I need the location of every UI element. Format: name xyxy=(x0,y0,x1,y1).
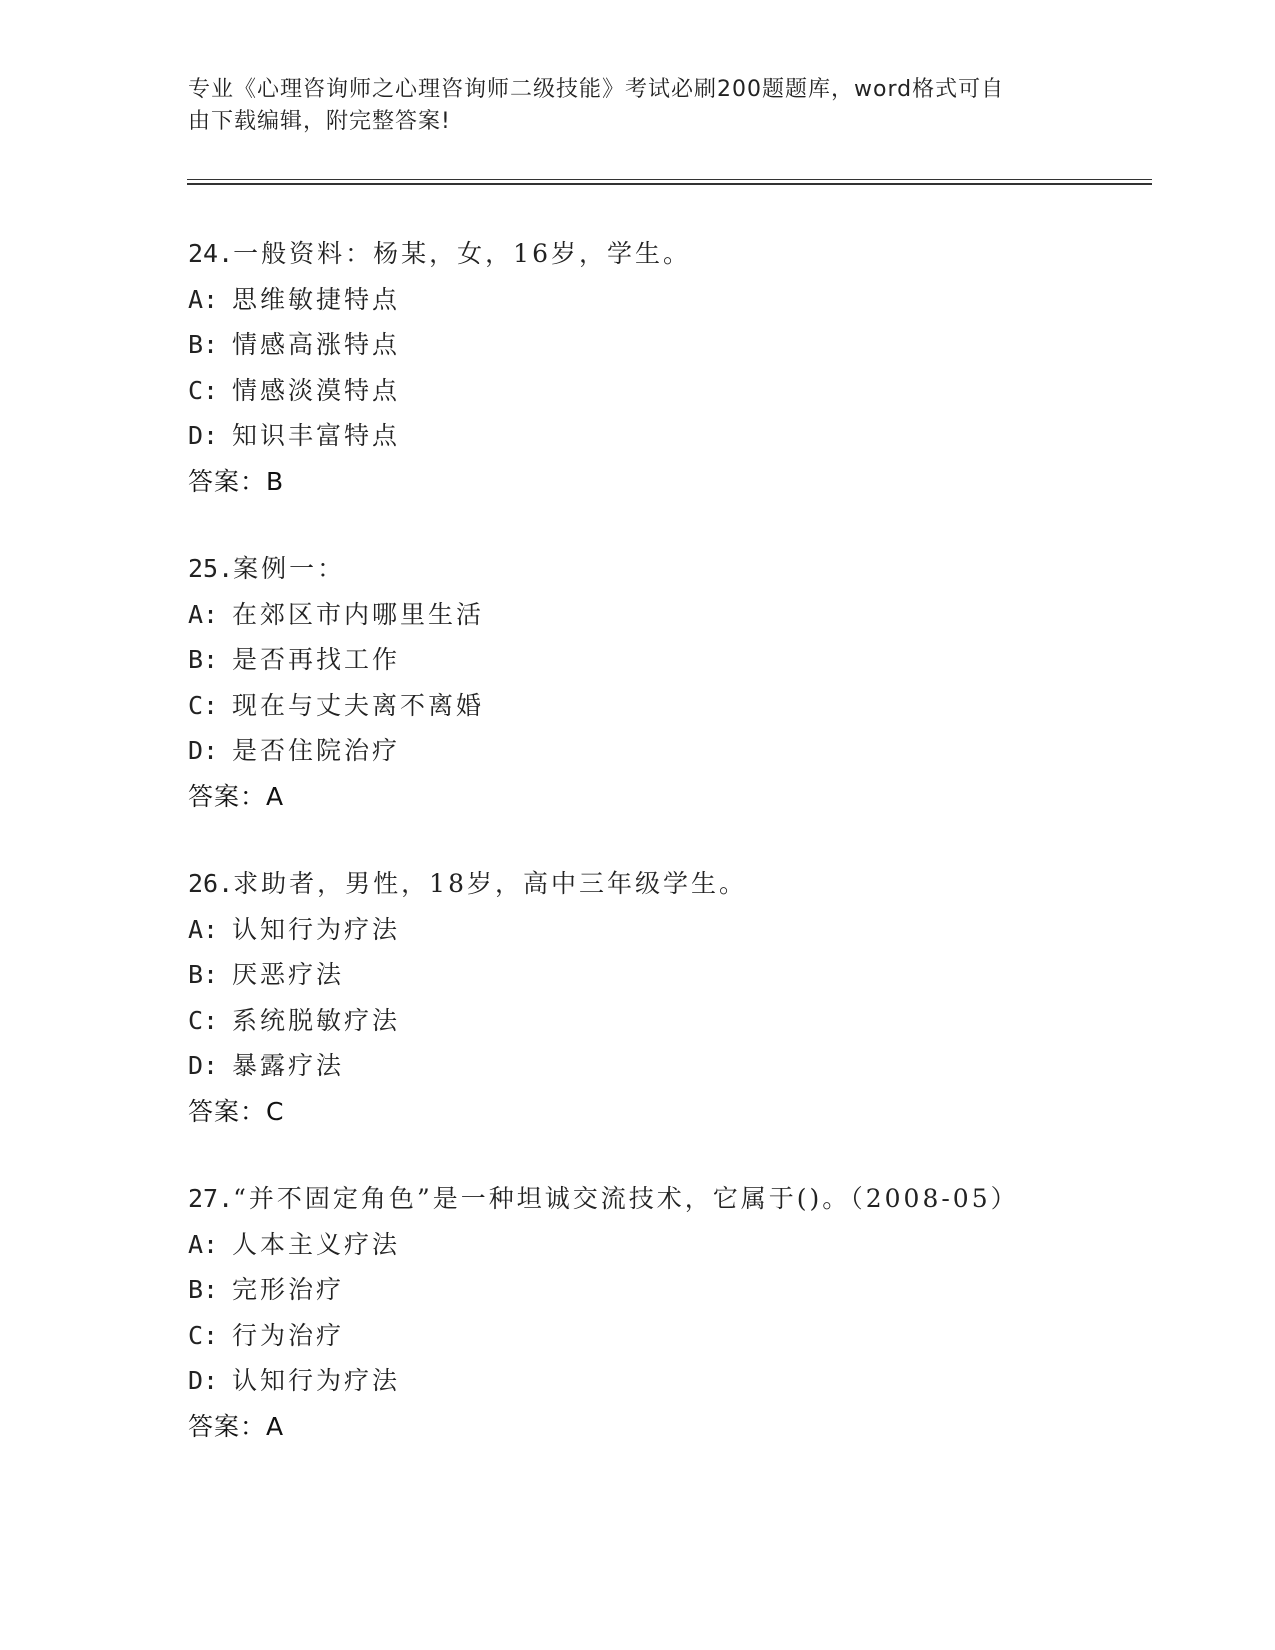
option-text: 人本主义疗法 xyxy=(232,1229,401,1259)
header-divider-thick xyxy=(187,183,1152,185)
option-b xyxy=(188,322,1148,368)
option-b xyxy=(188,1267,1148,1313)
option-key: B: xyxy=(188,330,219,359)
option-d xyxy=(188,1358,1148,1404)
option-key: A: xyxy=(188,1229,219,1259)
header-divider-thin xyxy=(187,179,1152,180)
option-text: 在郊区市内哪里生活 xyxy=(232,599,485,629)
question-number: 24. xyxy=(188,239,234,268)
option-key: C: xyxy=(188,375,219,405)
question-stem xyxy=(188,1176,1148,1222)
option-text: 情感高涨特点 xyxy=(232,330,401,359)
option-text: 现在与丈夫离不离婚 xyxy=(232,690,485,720)
option-text: 暴露疗法 xyxy=(232,1051,345,1080)
option-c xyxy=(188,998,1148,1044)
question-stem xyxy=(188,861,1148,907)
option-c xyxy=(188,683,1148,729)
option-text: 厌恶疗法 xyxy=(232,960,345,989)
option-text: 情感淡漠特点 xyxy=(232,375,401,405)
option-d xyxy=(188,1043,1148,1089)
question-stem xyxy=(188,231,1148,277)
question-number: 27. xyxy=(188,1184,234,1213)
question-text: 求助者，男性，18岁，高中三年级学生。 xyxy=(233,869,747,898)
document-header xyxy=(188,74,1078,138)
option-text: 是否住院治疗 xyxy=(232,736,401,765)
option-text: 认知行为疗法 xyxy=(232,914,401,944)
question-number: 26. xyxy=(188,869,234,898)
option-d xyxy=(188,728,1148,774)
option-key: D: xyxy=(188,736,219,765)
option-c xyxy=(188,368,1148,414)
option-key: A: xyxy=(188,284,219,314)
header-line-1: 专业《心理咨询师之心理咨询师二级技能》考试必刷200题题库，word格式可自 xyxy=(188,77,1005,102)
option-text: 知识丰富特点 xyxy=(232,421,401,450)
question-text: 案例一： xyxy=(233,554,346,583)
question-number: 25. xyxy=(188,554,234,583)
question-list xyxy=(188,231,1148,1491)
option-d xyxy=(188,413,1148,459)
option-key: C: xyxy=(188,1005,219,1035)
option-key: C: xyxy=(188,690,219,720)
option-key: C: xyxy=(188,1320,219,1350)
option-a xyxy=(188,592,1148,638)
answer-line: 答案：A xyxy=(188,1411,285,1441)
option-key: D: xyxy=(188,1366,219,1395)
option-text: 认知行为疗法 xyxy=(232,1366,401,1395)
option-key: D: xyxy=(188,421,219,450)
question-25 xyxy=(188,546,1148,819)
option-a xyxy=(188,1222,1148,1268)
option-key: A: xyxy=(188,599,219,629)
option-c xyxy=(188,1313,1148,1359)
option-text: 行为治疗 xyxy=(232,1320,345,1350)
question-27 xyxy=(188,1176,1148,1449)
option-key: D: xyxy=(188,1051,219,1080)
option-text: 系统脱敏疗法 xyxy=(232,1005,401,1035)
question-24 xyxy=(188,231,1148,504)
question-stem xyxy=(188,546,1148,592)
option-text: 是否再找工作 xyxy=(232,645,401,674)
option-key: B: xyxy=(188,960,219,989)
question-text: 一般资料：杨某，女，16岁，学生。 xyxy=(233,239,691,268)
option-b xyxy=(188,952,1148,998)
answer-line: 答案：B xyxy=(188,466,285,496)
option-key: A: xyxy=(188,914,219,944)
answer-line: 答案：A xyxy=(188,781,285,811)
answer-line: 答案：C xyxy=(188,1096,285,1126)
option-a xyxy=(188,907,1148,953)
question-text: “并不固定角色”是一种坦诚交流技术，它属于()。（2008-05） xyxy=(233,1184,1019,1213)
option-a xyxy=(188,277,1148,323)
option-b xyxy=(188,637,1148,683)
header-line-2: 由下载编辑，附完整答案! xyxy=(188,109,451,134)
question-26 xyxy=(188,861,1148,1134)
option-key: B: xyxy=(188,645,219,674)
option-text: 完形治疗 xyxy=(232,1275,345,1304)
option-key: B: xyxy=(188,1275,219,1304)
option-text: 思维敏捷特点 xyxy=(232,284,401,314)
